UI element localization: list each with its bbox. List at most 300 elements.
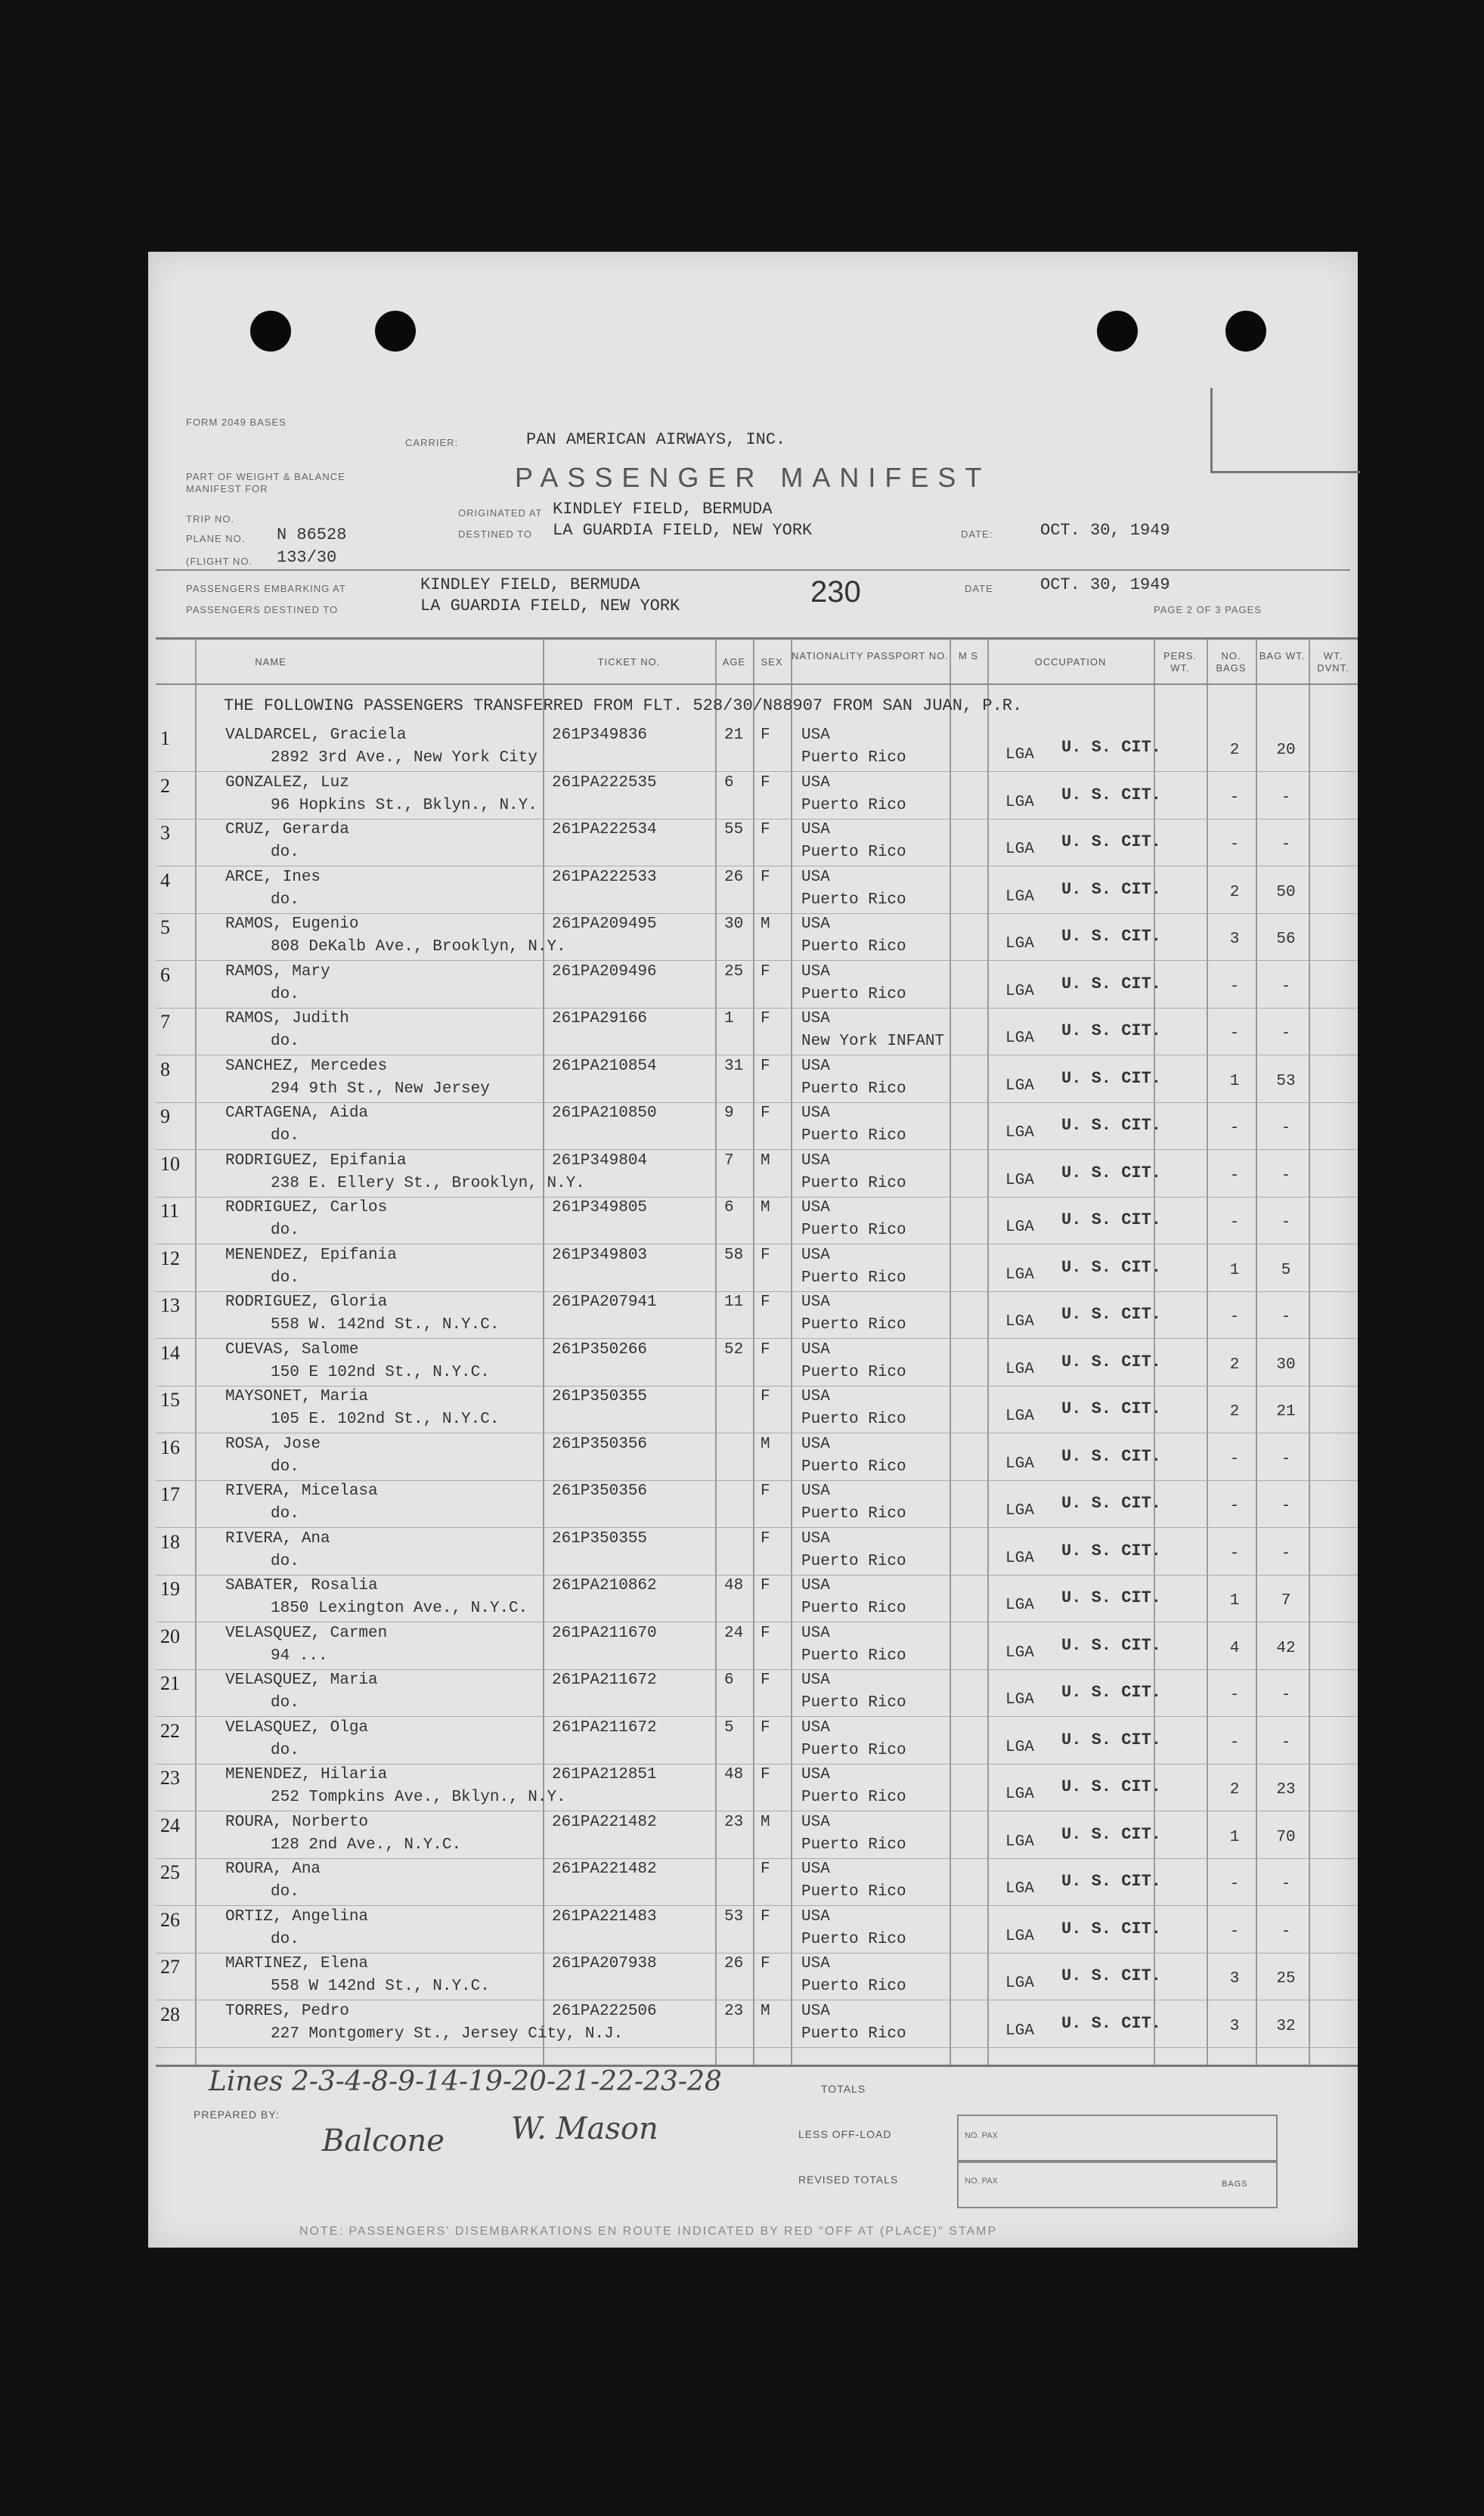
punch-hole-icon [1225,311,1266,352]
bag-count: 2 [1229,1403,1240,1421]
passenger-name: VELASQUEZ, Carmen [225,1624,388,1642]
sex: F [761,1577,770,1594]
age: 48 [724,1766,744,1783]
bag-count: 2 [1229,1356,1240,1374]
table-row [156,1858,1358,1906]
ticket-number: 261P350356 [552,1435,648,1453]
passenger-name: VALDARCEL, Graciela [225,727,407,744]
row-number: 22 [160,1719,180,1742]
port: LGA [1005,888,1034,906]
occupation: U. S. CIT. [1061,879,1162,899]
signature-2: W. Mason [511,2112,658,2146]
port: LGA [1005,1502,1034,1520]
sex: F [761,1483,770,1500]
bag-count: 2 [1229,1781,1240,1799]
occupation: U. S. CIT. [1061,1399,1162,1418]
passport-origin: Puerto Rico [801,1269,906,1287]
passenger-address: 96 Hopkins St., Bklyn., N.Y. [271,796,538,814]
passenger-name: RIVERA, Ana [225,1529,330,1548]
age: 11 [724,1294,744,1311]
ticket-number: 261PA222535 [552,773,657,792]
passport-origin: Puerto Rico [801,796,906,814]
flight-no-label: (FLIGHT NO. [186,556,253,567]
passenger-address: 558 W 142nd St., N.Y.C. [271,1978,490,1995]
ticket-number: 261P350356 [552,1483,648,1500]
passenger-name: RIVERA, Micelasa [225,1483,378,1500]
passenger-name: CUEVAS, Salome [225,1340,359,1359]
occupation: U. S. CIT. [1061,1919,1162,1938]
age: 25 [724,962,744,981]
passport-origin: Puerto Rico [801,1080,906,1098]
row-number: 4 [160,869,170,891]
occupation: U. S. CIT. [1061,738,1162,757]
row-number: 17 [160,1483,180,1505]
occupation: U. S. CIT. [1061,1683,1162,1702]
table-row [156,1150,1358,1198]
table-row [156,961,1358,1009]
port: LGA [1005,1786,1034,1803]
bag-weight: - [1281,836,1291,854]
nationality: USA [801,1718,830,1737]
passenger-address: do. [271,1930,299,1948]
sex: F [761,1766,770,1783]
bag-count: 3 [1229,1970,1240,1988]
passenger-name: SANCHEZ, Mercedes [225,1057,388,1075]
passenger-name: RODRIGUEZ, Carlos [225,1199,388,1216]
bag-count: 1 [1229,1592,1240,1610]
bag-weight: 5 [1281,1261,1291,1279]
bag-weight: - [1281,789,1291,807]
passenger-address: 105 E. 102nd St., N.Y.C. [271,1411,500,1428]
bag-count: - [1229,1025,1240,1043]
bag-weight: - [1281,1450,1291,1468]
bag-weight: 42 [1276,1639,1296,1657]
occupation: U. S. CIT. [1061,832,1162,851]
row-number: 12 [160,1247,180,1269]
table-row [156,1575,1358,1622]
ticket-number: 261P350355 [552,1529,648,1548]
bag-count: - [1229,1450,1240,1468]
port: LGA [1005,982,1034,1000]
nationality: USA [801,2002,830,2020]
occupation: U. S. CIT. [1061,1541,1162,1560]
row-number: 18 [160,1530,180,1553]
passport-origin: Puerto Rico [801,1458,906,1476]
table-row [156,1291,1358,1339]
ticket-number: 261PA211670 [552,1624,657,1642]
row-number: 6 [160,963,170,986]
port: LGA [1005,1030,1034,1047]
passenger-address: do. [271,1222,299,1239]
table-row [156,1386,1358,1433]
sex: F [761,1388,770,1405]
bag-count: 3 [1229,931,1240,948]
port: LGA [1005,1975,1034,1992]
nationality: USA [801,1199,830,1216]
row-number: 11 [160,1200,180,1222]
ticket-number: 261PA222533 [552,868,657,886]
ticket-number: 261PA222534 [552,821,657,838]
sex: F [761,1010,770,1027]
sex: F [761,962,770,981]
passenger-address: 294 9th St., New Jersey [271,1080,490,1098]
nationality: USA [801,1388,830,1405]
bag-count: - [1229,1545,1240,1563]
passenger-address: 252 Tompkins Ave., Bklyn., N.Y. [271,1789,566,1806]
bag-weight: - [1281,1923,1291,1941]
passenger-address: 808 DeKalb Ave., Brooklyn, N.Y. [271,938,566,956]
passport-origin: Puerto Rico [801,1411,906,1428]
row-number: 21 [160,1672,180,1694]
bag-count: 1 [1229,1261,1240,1279]
passport-origin: Puerto Rico [801,1127,906,1145]
bag-weight: - [1281,1876,1291,1893]
nationality: USA [801,1577,830,1594]
bag-count: - [1229,836,1240,854]
occupation: U. S. CIT. [1061,1210,1162,1229]
passport-origin: Puerto Rico [801,1647,906,1665]
originated: KINDLEY FIELD, BERMUDA [553,500,773,519]
punch-hole-icon [1097,311,1138,352]
prepared-by-label: PREPARED BY: [194,2109,280,2121]
bag-count: - [1229,1687,1240,1704]
destined: LA GUARDIA FIELD, NEW YORK [553,521,813,540]
occupation: U. S. CIT. [1061,1635,1162,1655]
part-of-label: PART OF WEIGHT & BALANCE MANIFEST FOR [186,471,345,494]
row-number: 5 [160,916,170,938]
row-number: 14 [160,1341,180,1364]
stamp-number: 230 [810,575,861,609]
col-ticket: TICKET NO. [597,656,661,668]
ticket-number: 261PA221482 [552,1861,657,1878]
row-number: 15 [160,1389,180,1411]
nationality: USA [801,1010,830,1027]
nationality: USA [801,773,830,792]
age: 23 [724,1813,744,1831]
passenger-address: 227 Montgomery St., Jersey City, N.J. [271,2025,624,2043]
occupation: U. S. CIT. [1061,1352,1162,1371]
passenger-name: MAYSONET, Maria [225,1388,369,1405]
passenger-name: RAMOS, Eugenio [225,916,359,933]
sex: M [761,1151,770,1170]
age: 6 [724,1199,734,1216]
sex: M [761,2002,770,2020]
ticket-number: 261PA207941 [552,1294,657,1311]
passenger-name: TORRES, Pedro [225,2002,349,2020]
table-row [156,1717,1358,1765]
row-number: 3 [160,822,170,844]
table-row [156,1811,1358,1859]
port: LGA [1005,1171,1034,1189]
occupation: U. S. CIT. [1061,1730,1162,1749]
passenger-name: RAMOS, Mary [225,962,330,981]
sex: F [761,1057,770,1075]
prepared-by-signature: Balcone [322,2124,445,2158]
passenger-address: do. [271,1458,299,1476]
passenger-name: ROURA, Ana [225,1861,321,1878]
occupation: U. S. CIT. [1061,1588,1162,1607]
passenger-address: do. [271,1033,299,1050]
destined-to-label: PASSENGERS DESTINED TO [186,604,339,615]
row-number: 25 [160,1861,180,1883]
bag-weight: 50 [1276,883,1296,901]
occupation: U. S. CIT. [1061,1163,1162,1182]
ticket-number: 261PA212851 [552,1766,657,1783]
ticket-number: 261PA222506 [552,2002,657,2020]
bag-weight: 21 [1276,1403,1296,1421]
sex: F [761,821,770,838]
ticket-number: 261PA209495 [552,916,657,933]
ticket-number: 261PA221483 [552,1907,657,1926]
sex: F [761,1861,770,1878]
bag-count: - [1229,1734,1240,1752]
port: LGA [1005,1077,1034,1095]
passenger-address: 94 ... [271,1647,328,1665]
bag-count: - [1229,1214,1240,1232]
nationality: USA [801,868,830,886]
bag-count: - [1229,1120,1240,1137]
sex: F [761,1672,770,1689]
age: 31 [724,1057,744,1075]
date: OCT. 30, 1949 [1040,521,1170,540]
no-pax-label: NO. PAX [965,2131,998,2140]
revised-totals-label: REVISED TOTALS [798,2174,899,2186]
occupation: U. S. CIT. [1061,1068,1162,1088]
age: 26 [724,1955,744,1972]
passenger-name: ROSA, Jose [225,1435,321,1453]
occupation: U. S. CIT. [1061,785,1162,804]
passenger-address: do. [271,1883,299,1901]
age: 5 [724,1718,734,1737]
bag-weight: - [1281,1167,1291,1185]
bag-weight: - [1281,1214,1291,1232]
age: 26 [724,868,744,886]
row-number: 8 [160,1058,170,1080]
table-row [156,1480,1358,1528]
passport-origin: Puerto Rico [801,1694,906,1712]
passport-origin: Puerto Rico [801,891,906,909]
occupation: U. S. CIT. [1061,2013,1162,2033]
date2-label: DATE [965,583,993,594]
sex: F [761,1624,770,1642]
passport-origin: Puerto Rico [801,2025,906,2043]
nationality: USA [801,727,830,744]
bag-weight: 70 [1276,1828,1296,1846]
passport-origin: Puerto Rico [801,1930,906,1948]
nationality: USA [801,1529,830,1548]
table-row [156,2000,1358,2048]
table-row [156,819,1358,866]
port: LGA [1005,1408,1034,1425]
passenger-address: do. [271,1505,299,1523]
passenger-address: do. [271,1269,299,1287]
passenger-address: do. [271,985,299,1003]
passenger-address: do. [271,1741,299,1759]
sex: M [761,1813,770,1831]
port: LGA [1005,1124,1034,1142]
port: LGA [1005,1833,1034,1851]
nationality: USA [801,1294,830,1311]
col-bag-wt: BAG WT. [1259,650,1306,662]
occupation: U. S. CIT. [1061,974,1162,993]
document-title: PASSENGER MANIFEST [515,462,991,493]
ticket-number: 261PA209496 [552,962,657,981]
port: LGA [1005,746,1034,764]
ticket-number: 261PA210850 [552,1105,657,1122]
row-number: 23 [160,1767,180,1789]
destined-to: LA GUARDIA FIELD, NEW YORK [420,596,680,615]
nationality: USA [801,1907,830,1926]
age: 48 [724,1577,744,1594]
nationality: USA [801,1766,830,1783]
no-pax-label-2: NO. PAX [965,2177,998,2186]
passport-origin: Puerto Rico [801,844,906,861]
col-ms: M S [958,650,979,662]
occupation: U. S. CIT. [1061,1021,1162,1040]
nationality: USA [801,1955,830,1972]
bag-weight: 53 [1276,1072,1296,1090]
table-row [156,1102,1358,1150]
age: 58 [724,1246,744,1264]
port: LGA [1005,1360,1034,1378]
table-row [156,772,1358,820]
age: 7 [724,1151,734,1170]
nationality: USA [801,1105,830,1122]
passenger-table [156,637,1358,2067]
bag-weight: 7 [1281,1592,1291,1610]
corner-stamp-box [1210,388,1360,473]
nationality: USA [801,962,830,981]
age: 1 [724,1010,734,1027]
table-row [156,1244,1358,1292]
occupation: U. S. CIT. [1061,1305,1162,1324]
port: LGA [1005,1219,1034,1236]
ticket-number: 261P349804 [552,1151,648,1170]
col-no-bags: NO. BAGS [1216,650,1247,674]
nationality: USA [801,1483,830,1500]
bag-count: - [1229,1498,1240,1515]
age: 9 [724,1105,734,1122]
ticket-number: 261PA211672 [552,1718,657,1737]
table-row [156,1669,1358,1717]
punch-hole-icon [375,311,416,352]
occupation: U. S. CIT. [1061,1494,1162,1513]
bag-weight: - [1281,1734,1291,1752]
sex: F [761,1246,770,1264]
passport-origin: Puerto Rico [801,1505,906,1523]
port: LGA [1005,841,1034,858]
passenger-address: 128 2nd Ave., N.Y.C. [271,1836,462,1854]
passport-origin: Puerto Rico [801,1552,906,1570]
bag-weight: 20 [1276,742,1296,759]
sex: F [761,1294,770,1311]
date2: OCT. 30, 1949 [1040,575,1170,594]
age: 6 [724,773,734,792]
bag-weight: - [1281,978,1291,996]
bag-weight: - [1281,1498,1291,1515]
age: 55 [724,821,744,838]
sex: M [761,1435,770,1453]
nationality: USA [801,1151,830,1170]
bag-count: - [1229,1167,1240,1185]
passport-origin: Puerto Rico [801,1789,906,1806]
bag-count: 2 [1229,883,1240,901]
col-occupation: OCCUPATION [1034,656,1107,668]
port: LGA [1005,793,1034,811]
row-number: 9 [160,1105,170,1127]
ticket-number: 261PA210862 [552,1577,657,1594]
ticket-number: 261P349803 [552,1246,648,1264]
ticket-number: 261PA221482 [552,1813,657,1831]
carrier: PAN AMERICAN AIRWAYS, INC. [526,430,786,449]
row-number: 26 [160,1908,180,1931]
passenger-name: RAMOS, Judith [225,1010,349,1027]
nationality: USA [801,1624,830,1642]
totals-label: TOTALS [821,2083,866,2095]
ticket-number: 261P349805 [552,1199,648,1216]
passenger-name: RODRIGUEZ, Gloria [225,1294,388,1311]
col-wt-dvnt: WT. DVNT. [1317,650,1349,674]
table-row [156,1953,1358,2000]
nationality: USA [801,1435,830,1453]
nationality: USA [801,1813,830,1831]
passenger-name: SABATER, Rosalia [225,1577,378,1594]
passenger-name: VELASQUEZ, Maria [225,1672,378,1689]
passport-origin: Puerto Rico [801,1883,906,1901]
sex: F [761,773,770,792]
nationality: USA [801,821,830,838]
nationality: USA [801,1246,830,1264]
row-number: 27 [160,1956,180,1978]
trip-no-label: TRIP NO. [186,513,235,525]
table-row [156,1055,1358,1103]
passenger-address: do. [271,1127,299,1145]
bag-count: - [1229,978,1240,996]
ticket-number: 261P349836 [552,727,648,744]
bag-weight: - [1281,1120,1291,1137]
sex: F [761,1529,770,1548]
originated-label: ORIGINATED AT [458,507,543,519]
sex: M [761,1199,770,1216]
passenger-address: do. [271,1552,299,1570]
row-number: 20 [160,1625,180,1647]
passport-origin: Puerto Rico [801,1741,906,1759]
occupation: U. S. CIT. [1061,1446,1162,1466]
ticket-number: 261P350266 [552,1340,648,1359]
ticket-number: 261P350355 [552,1388,648,1405]
bag-count: - [1229,1309,1240,1326]
passenger-name: MENENDEZ, Epifania [225,1246,397,1264]
port: LGA [1005,935,1034,953]
table-row [156,1906,1358,1954]
occupation: U. S. CIT. [1061,1966,1162,1985]
passport-origin: Puerto Rico [801,938,906,956]
passport-origin: Puerto Rico [801,1978,906,1995]
bag-weight: - [1281,1309,1291,1326]
punch-hole-icon [250,311,291,352]
plane-no: N 86528 [277,525,347,544]
row-number: 24 [160,1814,180,1836]
passenger-name: VELASQUEZ, Olga [225,1718,369,1737]
age: 21 [724,727,744,744]
port: LGA [1005,1738,1034,1756]
bag-weight: - [1281,1545,1291,1563]
row-number: 16 [160,1436,180,1458]
bag-count: 3 [1229,2017,1240,2035]
ticket-number: 261PA207938 [552,1955,657,1972]
passenger-address: 238 E. Ellery St., Brooklyn, N.Y. [271,1174,585,1192]
table-row [156,1622,1358,1670]
